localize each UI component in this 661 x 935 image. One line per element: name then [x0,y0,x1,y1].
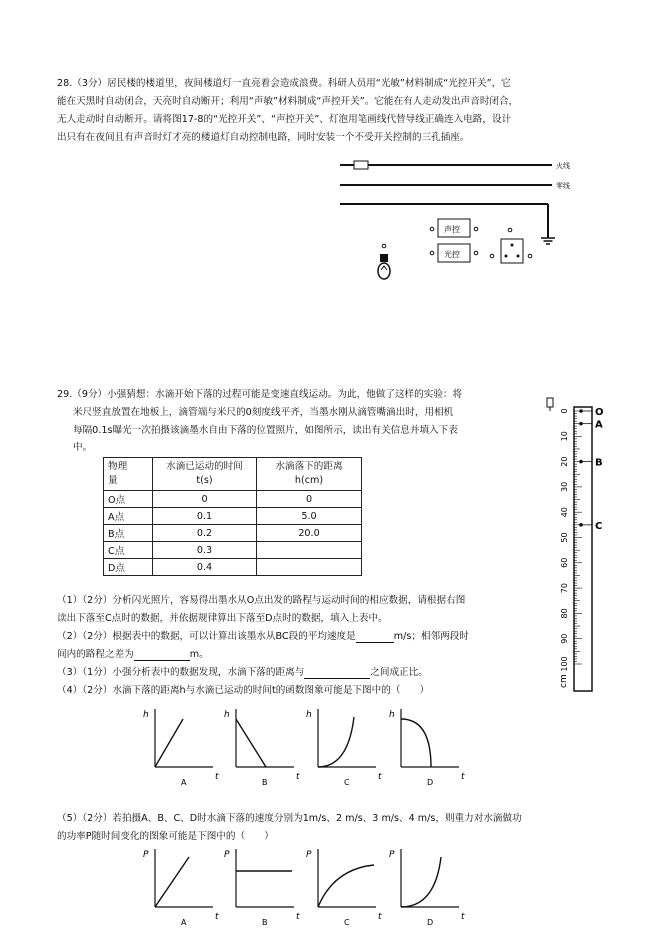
ruler-tick-label: 0 [560,408,569,414]
y-axis-label: P [389,850,395,860]
y-axis-label: h [306,710,312,720]
graph-option-c [306,709,382,787]
option-label: D [427,778,434,787]
table-cell: 0 [153,491,257,508]
q29-line-1: 29.（9分）小强猜想：水滴开始下落的过程可能是变速直线运动。为此，他做了这样的实验：将 [57,389,463,400]
table-answer-cell-c[interactable] [257,542,362,559]
light-switch [430,244,478,262]
graph-curve [155,719,183,767]
x-axis-label: t [378,912,382,922]
table-header-cell: 水滴已运动的时间 t(s) [153,458,257,491]
ruler-figure [545,392,615,702]
table-cell: 0.4 [153,559,257,576]
data-table [103,457,362,576]
sub1-line-a: （1）（2分）分析闪光照片，容易得出墨水从O点出发的路程与运动时间的相应数据，请根据右图 [57,595,466,606]
lightbulb-icon [378,244,390,279]
table-row [104,508,362,525]
drop-position-label: A [595,419,603,431]
table-cell: B点 [104,525,153,542]
x-axis-label: t [215,912,219,922]
graph-option-d [389,709,465,787]
x-axis-label: t [215,772,219,782]
table-cell: A点 [104,508,153,525]
table-cell: 0.3 [153,542,257,559]
h-t-graphs [125,702,465,794]
q29-line-4: 中。 [73,442,93,453]
table-answer-cell-d[interactable] [257,559,362,576]
p-t-graphs [125,842,465,934]
ground-icon [541,238,555,244]
table-header-cell: 水滴落下的距离 h(cm) [257,458,362,491]
ruler-tick-label: 40 [560,507,569,518]
x-axis-label: t [461,912,465,922]
table-cell: 20.0 [257,525,362,542]
answer-blank-distance-diff[interactable] [134,649,190,661]
answer-blank-bc-speed[interactable] [356,631,394,643]
ruler-tick-label: 70 [560,583,569,594]
x-axis-label: t [461,772,465,782]
q28-line-1: 28.（3分）居民楼的楼道里，夜间楼道灯一直亮着会造成浪费。科研人员用“光敏”材料制成“光控开关”，它 [57,78,511,89]
ruler-tick-label: 10 [560,431,569,442]
option-label: C [344,918,350,927]
ruler-tick-label: 30 [560,481,569,492]
circuit-diagram [330,150,570,290]
table-header-row [104,458,362,491]
ruler-unit-label: cm [559,674,569,688]
graph-curve [155,857,189,907]
graph-curve [401,857,441,907]
graph-option-d [389,849,465,927]
table-cell: 0.1 [153,508,257,525]
table-row [104,491,362,508]
table-row [104,559,362,576]
sound-switch [430,219,478,237]
q29-line-2: 米尺竖直放置在地板上，滴管端与米尺的0刻度线平齐，当墨水刚从滴管嘴滴出时，用相机 [73,407,454,418]
graph-option-b [224,709,300,787]
table-cell: 0.2 [153,525,257,542]
graph-curve [318,865,374,907]
graph-option-a [143,709,219,787]
y-axis-label: P [224,850,230,860]
svg-text:光控: 光控 [444,250,460,259]
ruler-tick-label: 90 [560,633,569,644]
graph-option-a [143,849,219,927]
sub2-line-b: 间内的路程之差为 m。 [57,649,209,660]
sub1-line-b: 读出下落至C点时的数据，并依据规律算出下落至D点时的数据，填入上表中。 [57,613,388,624]
option-label: B [262,918,268,927]
ruler-tick-label: 20 [560,456,569,467]
table-cell: D点 [104,559,153,576]
x-axis-label: t [296,772,300,782]
ruler-tick-label: 100 [560,656,569,672]
drop-position-label: B [595,457,603,469]
svg-text:声控: 声控 [444,225,460,234]
table-row [104,525,362,542]
x-axis-label: t [378,772,382,782]
x-axis-label: t [296,912,300,922]
y-axis-label: h [143,710,149,720]
ruler-tick-label: 50 [560,532,569,543]
fuse-icon [354,161,368,169]
q28-line-4: 出只有在夜间且有声音时灯才亮的楼道灯自动控制电路，同时安装一个不受开关控制的三孔插座。 [57,132,470,143]
answer-blank-proportional[interactable] [304,667,370,679]
sub5-line-b: 的功率P随时间变化的图象可能是下图中的（ ） [57,831,274,842]
y-axis-label: h [224,710,230,720]
q28-line-3: 无人走动时自动断开。请将图17-8的“光控开关”、“声控开关”、灯泡用笔画线代替导线正确连入电路，设计 [57,114,512,125]
graph-curve [401,719,431,767]
graph-option-b [224,849,300,927]
drop-position-label: C [595,520,603,532]
ruler-tick-label: 80 [560,608,569,619]
table-cell: O点 [104,491,153,508]
table-cell: C点 [104,542,153,559]
sub4-line: （4）（2分）水滴下落的距离h与水滴已运动的时间t的函数图象可能是下图中的（ ） [57,685,430,696]
q29-line-3: 每隔0.1s曝光一次拍摄该滴墨水自由下落的位置照片，如图所示，读出有关信息并填入下表 [73,425,458,436]
sub5-line-a: （5）（2分）若拍摄A、B、C、D时水滴下落的速度分别为1m/s、2 m/s、3 m/s、4 m/s，则重力对水滴做功 [57,813,522,824]
table-cell: 0 [257,491,362,508]
graph-curve [318,717,354,767]
sub2-line-a: （2）（2分）根据表中的数据，可以计算出该墨水从BC段的平均速度是 m/s；相邻两段时 [57,631,469,642]
option-label: C [344,778,350,787]
neutral-wire-label: 零线 [556,182,570,190]
graph-curve [236,719,266,767]
graph-option-c [306,849,382,927]
option-label: A [181,918,187,927]
sub3-line: （3）（1分）小强分析表中的数据发现，水滴下落的距离与 之间成正比。 [57,667,428,678]
option-label: A [181,778,187,787]
socket-icon [490,228,532,263]
table-cell: 5.0 [257,508,362,525]
option-label: B [262,778,268,787]
option-label: D [427,918,434,927]
q28-line-2: 能在天黑时自动闭合，天亮时自动断开；利用“声敏”材料制成“声控开关”。它能在有人走动发出声音时闭合， [57,96,519,107]
y-axis-label: P [306,850,312,860]
ruler-tick-label: 60 [560,557,569,568]
table-row [104,542,362,559]
y-axis-label: P [143,850,149,860]
live-wire-label: 火线 [556,162,570,170]
drop-position-label: O [595,407,604,418]
y-axis-label: h [389,710,395,720]
table-header-cell: 物理 量 [104,458,153,491]
